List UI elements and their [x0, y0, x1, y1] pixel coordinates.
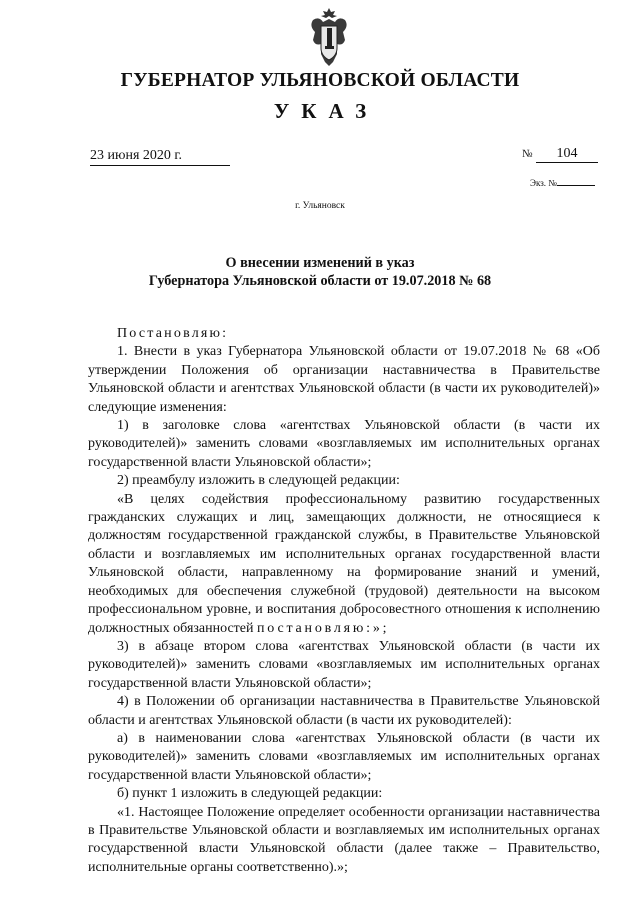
copy-label: Экз. № — [530, 178, 557, 188]
postanovlyayu: Постановляю: — [117, 326, 229, 341]
document-type: УКАЗ — [273, 99, 379, 123]
number-label: № — [522, 148, 533, 160]
copy-number-blank — [557, 185, 595, 186]
decree-body — [88, 325, 600, 877]
coat-of-arms-icon — [305, 6, 353, 68]
preamble-text: «В целях содействия профессиональному развитию государственных гражданских служащих и лиц, замещающих должности, не относящиеся к должностям государственной гражданской службы, в Правительстве Ульяновской области и возглавляемых им исполнительных органах государственной власти Ульяновской области, направленному на формирование знаний и умений, необходимых для обеспечения служебной (трудовой) деятельности на высоком профессиональном уровне, и воспитания добросовестного отношения к исполнению должностных обязанностей — [88, 491, 600, 636]
title-line-2: Губернатора Ульяновской области от 19.07.2018 № 68 — [148, 273, 492, 289]
paragraph: а) в наименовании слова «агентствах Ульяновской области (в части их руководителей)» заменить словами «возглавляемых им исполнительных органах государственной власти Ульяновской области»; — [88, 730, 600, 783]
document-title — [0, 254, 640, 290]
paragraph: 2) преамбулу изложить в следующей редакции: — [117, 473, 400, 489]
copy-number — [530, 178, 595, 188]
paragraph: «1. Настоящее Положение определяет особенности организации наставничества в Правительстве Ульяновской области и возглавляемых им исполнительных органах государственной власти Ульяновской области (далее также – Правительство, исполнительные органы соответственно).»; — [88, 804, 600, 875]
paragraph: 1) в заголовке слова «агентствах Ульяновской области (в части их руководителей)» заменить словами «возглавляемых им исполнительных органах государственной власти Ульяновской области»; — [88, 418, 600, 470]
city: г. Ульяновск — [295, 201, 345, 211]
paragraph: 4) в Положении об организации наставничества в Правительстве Ульяновской области и агентствах Ульяновской области (в части их руководителей): — [88, 694, 600, 728]
preamble-postanovlyayu: постановляю:»; — [257, 620, 390, 636]
title-line-1: О внесении изменений в указ — [225, 255, 415, 271]
decree-date: 23 июня 2020 г. — [90, 148, 230, 166]
decree-number: 104 — [536, 146, 598, 163]
preamble-paragraph — [88, 491, 600, 638]
governor-title: ГУБЕРНАТОР УЛЬЯНОВСКОЙ ОБЛАСТИ — [120, 70, 520, 91]
paragraph: 1. Внести в указ Губернатора Ульяновской области от 19.07.2018 № 68 «Об утверждении Положения об организации наставничества в Правительстве Ульяновской области и агентствах Ульяновской области (в части их руководителей)» следующие изменения: — [88, 344, 600, 415]
decree-number-block — [522, 146, 598, 163]
paragraph: 3) в абзаце втором слова «агентствах Ульяновской области (в части их руководителей)» заменить словами «возглавляемых им исполнительных органах государственной власти Ульяновской области»; — [88, 638, 600, 691]
paragraph: б) пункт 1 изложить в следующей редакции: — [117, 786, 383, 802]
